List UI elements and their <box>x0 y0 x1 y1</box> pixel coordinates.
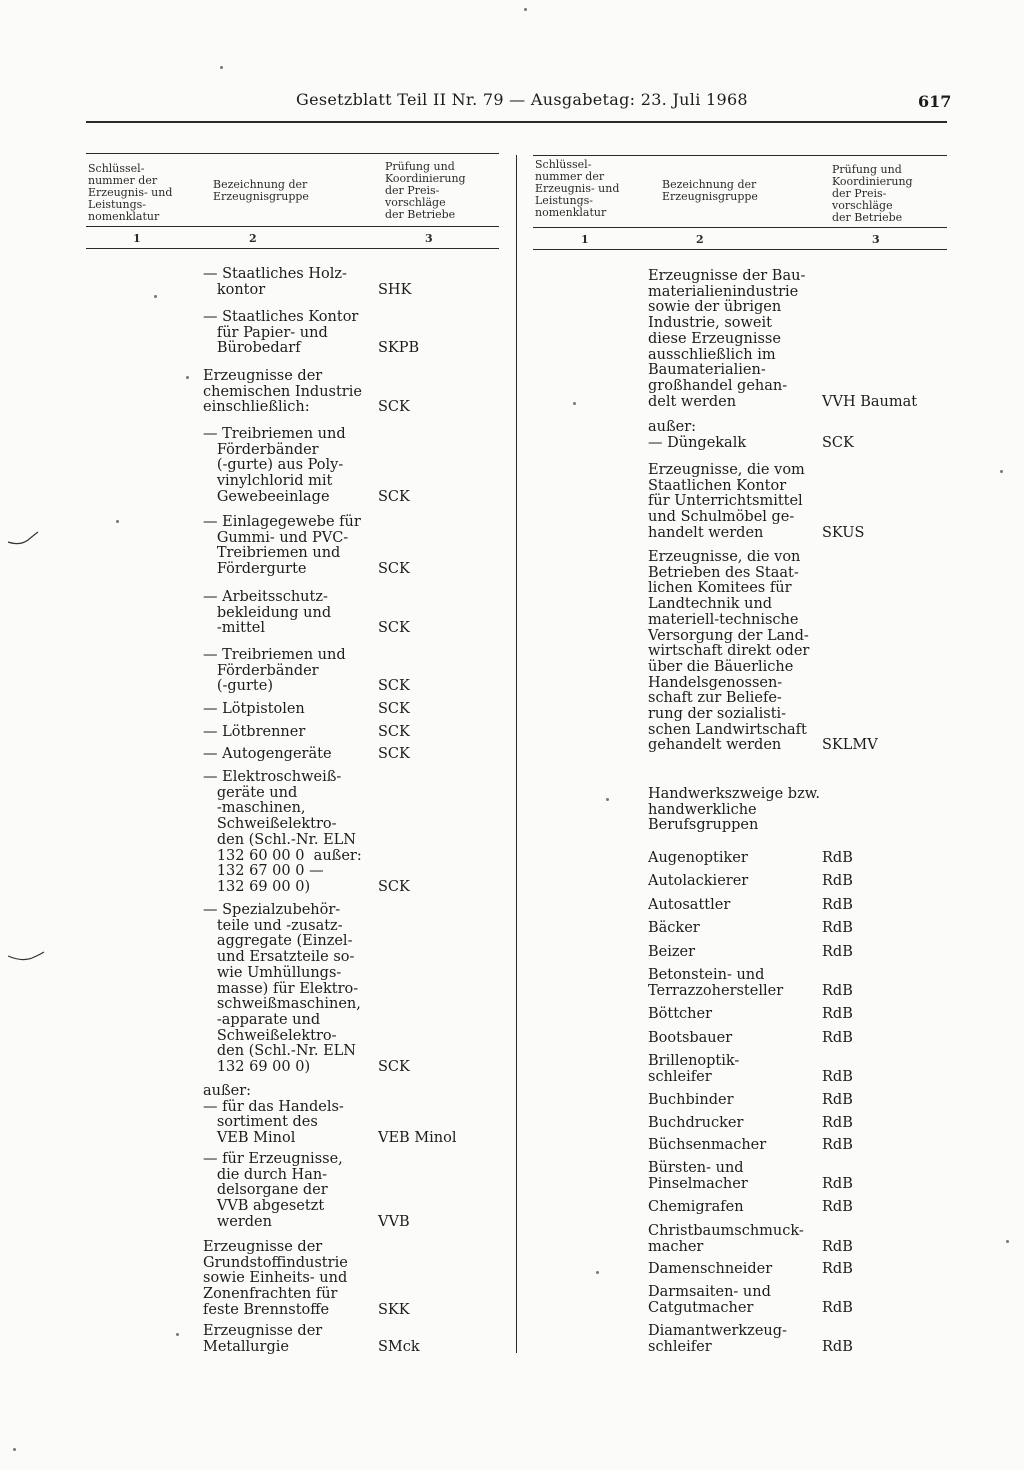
left-entry-label: — Einlagegewebe für Gummi- und PVC- Treibriemen und Fördergurte <box>203 514 361 578</box>
right-entry-label: Darmsaiten- und Catgutmacher <box>648 1284 771 1316</box>
left-entry-label: — Lötbrenner <box>203 724 306 740</box>
print-speck <box>13 1448 16 1451</box>
left-entry-code: SCK <box>378 561 410 578</box>
left-header-key-number: Schlüssel- nummer der Erzeugnis- und Leistungs- nomenklatur <box>88 162 173 223</box>
margin-stroke-mark <box>6 528 40 548</box>
left-entry-code: SCK <box>378 488 410 505</box>
right-entry-code: RdB <box>822 1299 853 1316</box>
left-entry-label: — Staatliches Holz- kontor <box>203 266 347 298</box>
left-entry-code: SHK <box>378 281 412 298</box>
right-entry-code: RdB <box>822 1092 853 1108</box>
print-speck <box>573 402 576 405</box>
left-entry-code: SCK <box>378 746 410 762</box>
right-entry-code: RdB <box>822 982 853 999</box>
right-head-rule-bottom <box>533 249 947 250</box>
left-entry-label: Erzeugnisse der Metallurgie <box>203 1323 323 1355</box>
left-entry-code: SCK <box>378 724 410 740</box>
right-entry-code: RdB <box>822 1238 853 1255</box>
right-entry-label: Buchbinder <box>648 1092 734 1108</box>
right-entry-label: Autolackierer <box>648 873 749 889</box>
left-entry-code: SCK <box>378 620 410 637</box>
left-entry-code: VVB <box>378 1213 410 1230</box>
right-entry-label: Erzeugnisse, die vom Staatlichen Kontor für Unterrichtsmittel und Schulmöbel ge- handelt werden <box>648 462 805 541</box>
right-entry-code: RdB <box>822 850 853 866</box>
left-header-product-group: Bezeichnung der Erzeugnisgruppe <box>213 178 309 203</box>
right-entry-label: Bäcker <box>648 920 700 936</box>
page-number: 617 <box>918 92 952 111</box>
right-entry-label: Diamantwerkzeug- schleifer <box>648 1323 787 1355</box>
right-entry-code: VVH Baumat <box>822 393 918 410</box>
right-header-key-number: Schlüssel- nummer der Erzeugnis- und Leistungs- nomenklatur <box>535 158 620 219</box>
left-entry-label: Erzeugnisse der Grundstoffindustrie sowie Einheits- und Zonenfrachten für feste Brennstoffe <box>203 1239 348 1318</box>
left-column-number: 1 <box>133 232 141 245</box>
header-rule <box>86 121 947 123</box>
left-head-rule-mid <box>86 226 499 227</box>
left-head-rule-top <box>86 153 499 154</box>
left-entry-label: — für Erzeugnisse, die durch Han- delsorgane der VVB abgesetzt werden <box>203 1151 343 1230</box>
right-header-product-group: Bezeichnung der Erzeugnisgruppe <box>662 178 758 203</box>
right-entry-label: Chemigrafen <box>648 1199 744 1215</box>
right-entry-code: SKLMV <box>822 737 878 754</box>
right-entry-label: Betonstein- und Terrazzohersteller <box>648 967 784 999</box>
column-divider <box>516 155 517 1353</box>
right-header-price-review: Prüfung und Koordinierung der Preis- vorschläge der Betriebe <box>832 163 913 224</box>
right-entry-code: RdB <box>822 1115 853 1131</box>
left-entry-label: — Autogengeräte <box>203 746 332 762</box>
right-head-rule-mid <box>533 227 947 228</box>
print-speck <box>116 520 119 523</box>
right-entry-label: Handwerkszweige bzw. handwerkliche Berufsgruppen <box>648 786 821 834</box>
right-column-number: 1 <box>581 233 589 246</box>
left-entry-code: SCK <box>378 399 410 416</box>
right-column-number: 2 <box>696 233 704 246</box>
left-entry-label: außer: — für das Handels- sortiment des VEB Minol <box>203 1083 344 1147</box>
right-entry-code: RdB <box>822 873 853 889</box>
left-entry-code: SMck <box>378 1338 420 1355</box>
print-speck <box>524 8 527 11</box>
left-entry-code: SKPB <box>378 340 420 357</box>
right-column-number: 3 <box>872 233 880 246</box>
right-entry-label: Erzeugnisse, die von Betrieben des Staat- lichen Komitees für Landtechnik und materiell-technische Versorgung der Land- wirtschaft direkt oder über die Bäuerliche Handelsgenossen- schaft zur Beliefe- rung der sozialisti- schen Landwirtschaft gehandelt werden <box>648 549 810 754</box>
right-head-rule-top <box>533 155 947 156</box>
left-entry-label: — Treibriemen und Förderbänder (-gurte) aus Poly- vinylchlorid mit Gewebeeinlage <box>203 426 346 505</box>
right-entry-label: Christbaumschmuck- macher <box>648 1223 804 1255</box>
left-entry-label: — Treibriemen und Förderbänder (-gurte) <box>203 647 346 695</box>
left-entry-code: SKK <box>378 1301 410 1318</box>
right-entry-code: RdB <box>822 1068 853 1085</box>
right-entry-code: RdB <box>822 1261 853 1277</box>
right-entry-label: außer: — Düngekalk <box>648 419 747 451</box>
right-entry-code: RdB <box>822 920 853 936</box>
left-column-number: 2 <box>249 232 257 245</box>
print-speck <box>220 66 223 69</box>
right-entry-code: RdB <box>822 1199 853 1215</box>
left-entry-code: SCK <box>378 878 410 895</box>
right-entry-label: Büchsenmacher <box>648 1137 767 1153</box>
right-entry-label: Beizer <box>648 944 696 960</box>
left-entry-code: SCK <box>378 701 410 717</box>
right-entry-code: RdB <box>822 897 853 913</box>
right-entry-label: Buchdrucker <box>648 1115 744 1131</box>
right-entry-code: RdB <box>822 1006 853 1022</box>
left-head-rule-bottom <box>86 248 499 249</box>
left-entry-label: — Elektroschweiß- geräte und -maschinen, Schweißelektro- den (Schl.-Nr. ELN 132 60 00 0 außer: 132 67 00 0 — 132 69 00 0) <box>203 769 362 895</box>
left-entry-label: — Lötpistolen <box>203 701 305 717</box>
left-entry-code: SCK <box>378 678 410 695</box>
left-entry-label: Erzeugnisse der chemischen Industrie einschließlich: <box>203 368 362 416</box>
right-entry-code: SKUS <box>822 524 865 541</box>
print-speck <box>186 376 189 379</box>
print-speck <box>1000 470 1003 473</box>
left-entry-label: — Arbeitsschutz- bekleidung und -mittel <box>203 589 332 637</box>
left-column-number: 3 <box>425 232 433 245</box>
print-speck <box>606 798 609 801</box>
right-entry-code: RdB <box>822 1137 853 1153</box>
left-header-price-review: Prüfung und Koordinierung der Preis- vorschläge der Betriebe <box>385 160 466 221</box>
right-entry-label: Brillenoptik- schleifer <box>648 1053 740 1085</box>
right-entry-label: Bootsbauer <box>648 1030 733 1046</box>
print-speck <box>154 295 157 298</box>
right-entry-code: RdB <box>822 1338 853 1355</box>
right-entry-label: Böttcher <box>648 1006 713 1022</box>
right-entry-code: RdB <box>822 1175 853 1192</box>
right-entry-label: Autosattler <box>648 897 731 913</box>
right-entry-label: Erzeugnisse der Bau- materialienindustrie sowie der übrigen Industrie, soweit diese Erzeugnisse ausschließlich im Baumaterialien- großhandel gehan- delt werden <box>648 268 806 410</box>
right-entry-code: RdB <box>822 1030 853 1046</box>
right-entry-label: Damenschneider <box>648 1261 773 1277</box>
print-speck <box>1006 1240 1009 1243</box>
print-speck <box>176 1333 179 1336</box>
page-header-title: Gesetzblatt Teil II Nr. 79 — Ausgabetag: 23. Juli 1968 <box>296 90 748 109</box>
left-entry-label: — Staatliches Kontor für Papier- und Bürobedarf <box>203 309 359 357</box>
right-entry-label: Augenoptiker <box>648 850 748 866</box>
left-entry-code: SCK <box>378 1059 410 1075</box>
print-speck <box>596 1271 599 1274</box>
left-entry-code: VEB Minol <box>378 1130 457 1147</box>
left-entry-label: — Spezialzubehör- teile und -zusatz- aggregate (Einzel- und Ersatzteile so- wie Umhüllungs- masse) für Elektro- schweißmaschinen, -apparate und Schweißelektro- den (Schl.-Nr. ELN 132 69 00 0) <box>203 902 361 1076</box>
right-entry-code: RdB <box>822 944 853 960</box>
right-entry-label: Bürsten- und Pinselmacher <box>648 1160 748 1192</box>
right-entry-code: SCK <box>822 434 854 451</box>
margin-stroke-mark <box>6 946 46 966</box>
